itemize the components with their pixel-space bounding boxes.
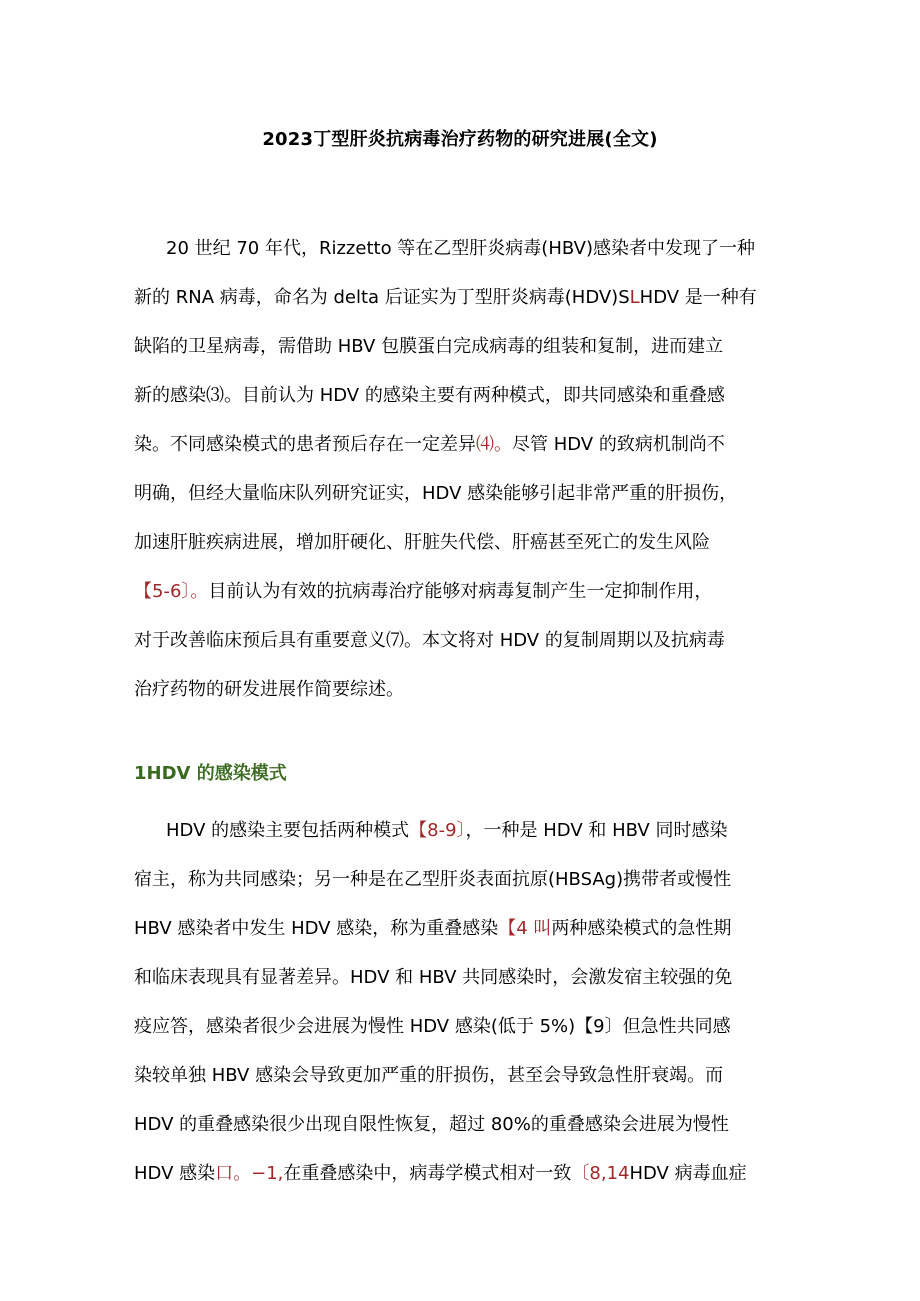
citation-reference: 【8-9〕 — [409, 820, 466, 841]
text-segment: 在重叠感染中，病毒学模式相对一致 — [283, 1163, 572, 1184]
text-segment: HDV 的重叠感染很少出现自限性恢复，超过 80%的重叠感染会进展为慢性 — [134, 1114, 729, 1135]
section1-paragraph — [134, 806, 794, 1198]
citation-reference: 【5-6〕。 — [134, 581, 209, 602]
text-segment: 缺陷的卫星病毒，需借助 HBV 包膜蛋白完成病毒的组装和复制，进而建立 — [134, 336, 724, 357]
text-line — [134, 904, 794, 953]
text-line — [134, 273, 794, 322]
text-segment: 目前认为有效的抗病毒治疗能够对病毒复制产生一定抑制作用， — [208, 581, 713, 602]
text-segment: 染较单独 HBV 感染会导致更加严重的肝损伤，甚至会导致急性肝衰竭。而 — [134, 1065, 724, 1086]
text-line — [134, 1002, 794, 1051]
document-title: 2023丁型肝炎抗病毒治疗药物的研究进展(全文) — [262, 129, 658, 150]
text-segment: 20 世纪 70 年代，Rizzetto 等在乙型肝炎病毒(HBV)感染者中发现了一种 — [166, 238, 755, 259]
text-line — [134, 1149, 794, 1198]
text-segment: HDV 是一种有 — [639, 287, 757, 308]
text-line — [134, 224, 794, 273]
text-line — [134, 420, 794, 469]
text-line — [134, 616, 794, 665]
text-segment: 尽管 HDV 的致病机制尚不 — [512, 434, 725, 455]
citation-reference: 口。−1, — [215, 1163, 284, 1184]
text-line — [134, 1051, 794, 1100]
text-segment: ，一种是 HDV 和 HBV 同时感染 — [465, 820, 728, 841]
text-segment: 染。不同感染模式的患者预后存在一定差异 — [134, 434, 476, 455]
text-line — [134, 322, 794, 371]
text-segment: 加速肝脏疾病进展，增加肝硬化、肝脏失代偿、肝癌甚至死亡的发生风险 — [134, 532, 710, 553]
text-segment: 宿主，称为共同感染；另一种是在乙型肝炎表面抗原(HBSAg)携带者或慢性 — [134, 869, 732, 890]
text-segment: HDV 病毒血症 — [629, 1163, 747, 1184]
text-segment: HDV 感染 — [134, 1163, 216, 1184]
text-segment: 新的 RNA 病毒，命名为 delta 后证实为丁型肝炎病毒(HDV)S — [134, 287, 630, 308]
citation-reference: 【4 叫 — [498, 918, 552, 939]
text-line — [134, 518, 794, 567]
text-segment: HBV 感染者中发生 HDV 感染，称为重叠感染 — [134, 918, 499, 939]
text-line — [134, 371, 794, 420]
text-segment: 两种感染模式的急性期 — [551, 918, 732, 939]
text-segment: 新的感染⑶。目前认为 HDV 的感染主要有两种模式，即共同感染和重叠感 — [134, 385, 725, 406]
text-line — [134, 665, 794, 714]
text-line — [134, 469, 794, 518]
citation-reference: ⑷。 — [476, 434, 512, 455]
text-line — [134, 567, 794, 616]
text-segment: HDV 的感染主要包括两种模式 — [166, 820, 410, 841]
text-segment: 明确，但经大量临床队列研究证实，HDV 感染能够引起非常严重的肝损伤， — [134, 483, 738, 504]
text-line — [134, 855, 794, 904]
text-segment: 和临床表现具有显著差异。HDV 和 HBV 共同感染时，会激发宿主较强的免 — [134, 967, 733, 988]
text-segment: 疫应答，感染者很少会进展为慢性 HDV 感染(低于 5%)【9〕但急性共同感 — [134, 1016, 731, 1037]
text-segment: 治疗药物的研发进展作简要综述。 — [134, 679, 404, 700]
citation-reference: 〔8,14 — [571, 1163, 630, 1184]
text-line — [134, 953, 794, 1002]
section-heading-infection-modes: 1HDV 的感染模式 — [134, 763, 287, 784]
text-line — [134, 1100, 794, 1149]
intro-paragraph — [134, 224, 794, 714]
text-line — [134, 806, 794, 855]
citation-reference: L — [629, 287, 640, 308]
text-segment: 对于改善临床预后具有重要意义⑺。本文将对 HDV 的复制周期以及抗病毒 — [134, 630, 725, 651]
